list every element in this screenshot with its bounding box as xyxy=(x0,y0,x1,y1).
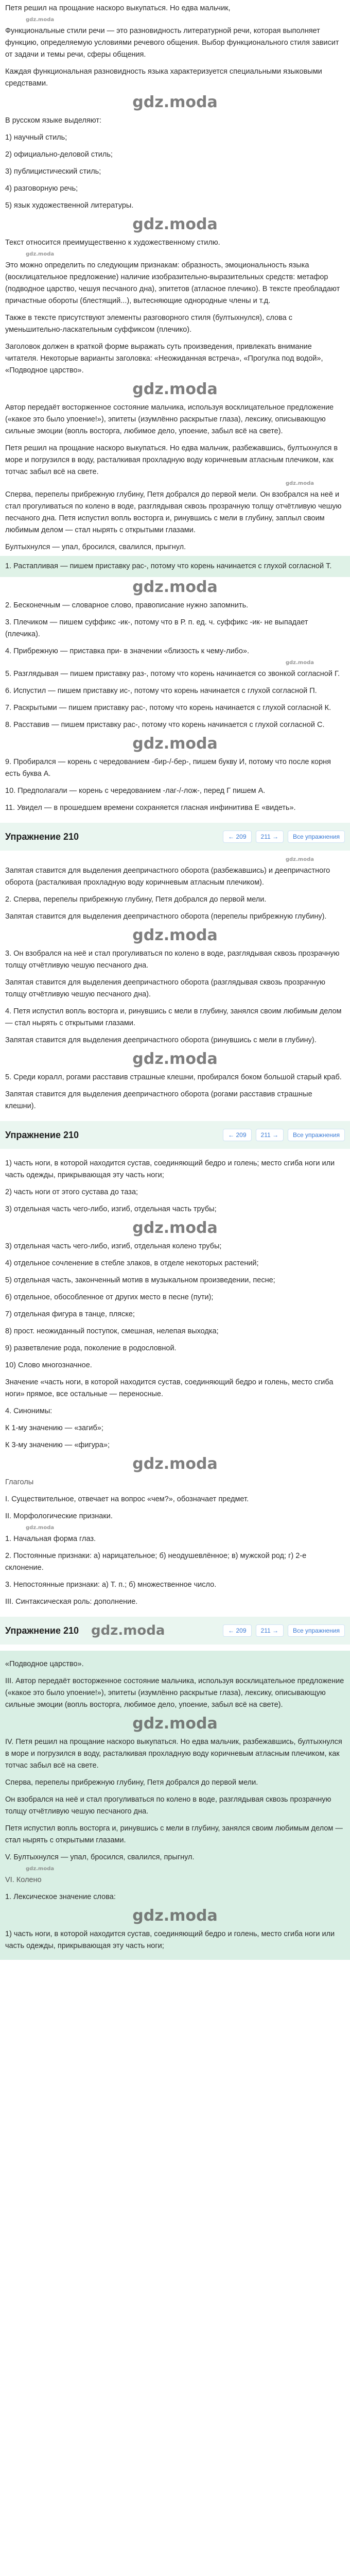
paragraph: III. Автор передаёт восторженное состояние мальчика, используя восклицательное предложение («какое это было упоение!»), эпитеты (изумлённо раскрытые глаза), лексику, описывающую сильные эмоции (вопль восторга, любимое дело, упоение, забыл всё на свете). xyxy=(5,1677,344,1709)
section-lexical xyxy=(5,1155,345,1611)
list-item: 9. Пробирался — корень с чередованием -бир-/-бер-, пишем букву И, потому что после корня есть буква А. xyxy=(5,758,331,778)
paragraph: 2. Постоянные признаки: а) нарицательное; б) неодушевлённое; в) мужской род; г) 2-е склонение. xyxy=(5,1552,307,1572)
list-item: 3) отдельная часть чего-либо, изгиб, отдельная часть трубы; xyxy=(5,1205,217,1213)
exercise-nav xyxy=(223,1129,345,1141)
paragraph: Также в тексте присутствуют элементы разговорного стиля (бултыхнулся), слова с уменьшительно-ласкательным суффиксом (плечико). xyxy=(5,314,293,334)
paragraph: Он взобрался на неё и стал прогуливаться по колено в воде, разглядывая сквозь прозрачную толщу отчётливую чешую песчаного дна. xyxy=(5,1795,331,1816)
watermark: gdz.moda xyxy=(132,578,218,596)
list-item: 4) отдельное сочленение в стебле злаков, в отделе некоторых растений; xyxy=(5,1259,259,1267)
list-item: 7. Раскрытыми — пишем приставку рас-, потому что корень начинается с глухой согласной К. xyxy=(5,704,331,712)
paragraph: 3. Он взобрался на неё и стал прогуливаться по колено в воде, разглядывая сквозь прозрачную толщу отчётливую чешую песчаного дна. xyxy=(5,950,340,970)
paragraph: 3. Непостоянные признаки: а) Т. п.; б) множественное число. xyxy=(5,1581,217,1589)
list-item: 3) публицистический стиль; xyxy=(5,167,101,176)
all-exercises-button[interactable]: Все упражнения xyxy=(288,1624,345,1637)
watermark: gdz.moda xyxy=(132,926,218,944)
list-item: 8) прост. неожиданный поступок, смешная, нелепая выходка; xyxy=(5,1327,219,1335)
paragraph: II. Морфологические признаки. xyxy=(5,1512,113,1520)
list-item: 1. Растапливая — пишем приставку рас-, потому что корень начинается с глухой согласной Т. xyxy=(5,562,332,570)
paragraph: Сперва, перепелы прибрежную глубину, Петя добрался до первой мели. xyxy=(5,1778,258,1787)
list-item: 3) отдельная часть чего-либо, изгиб, отдельная колено трубы; xyxy=(5,1242,222,1250)
paragraph: 2. Сперва, перепелы прибрежную глубину, Петя добрался до первой мели. xyxy=(5,895,267,904)
list-item: 2) официально-деловой стиль; xyxy=(5,150,113,159)
list-item: 10. Предполагали — корень с чередованием -лаг-/-лож-, перед Г пишем А. xyxy=(5,787,266,795)
watermark: gdz.moda xyxy=(132,93,218,111)
paragraph: III. Синтаксическая роль: дополнение. xyxy=(5,1598,138,1606)
paragraph: Текст относится преимущественно к художественному стилю. xyxy=(5,239,220,247)
paragraph: Запятая ставится для выделения деепричастного оборота (разбежавшись) и деепричастного оборота (расталкивая прохладную воду коричневым атласным плечиком). xyxy=(5,867,330,887)
paragraph: 5. Среди коралл, рогами расставив страшные клешни, пробирался боком большой старый краб. xyxy=(5,1073,342,1081)
paragraph: 4. Петя испустил вопль восторга и, ринувшись с мели в глубину, занялся своим любимым делом — стал нырять с открытыми глазами. xyxy=(5,1007,342,1027)
list-item: 6. Испустил — пишем приставку ис-, потому что корень начинается с глухой согласной П. xyxy=(5,687,317,695)
paragraph: Функциональные стили речи — это разновидность литературной речи, которая выполняет функцию, определяемую условиями речевого общения. Выбор функционального стиля зависит от задачи и темы речи, сферы общения. xyxy=(5,27,339,59)
watermark-small: gdz.moda xyxy=(285,857,314,862)
watermark: gdz.moda xyxy=(132,735,218,753)
paragraph: Каждая функциональная разновидность языка характеризуется специальными языковыми средствами. xyxy=(5,67,322,88)
section-punctuation xyxy=(5,857,345,1115)
paragraph: Бултыхнулся — упал, бросился, свалился, прыгнул. xyxy=(5,543,186,551)
paragraph: К 3-му значению — «фигура»; xyxy=(5,1441,110,1449)
watermark-small: gdz.moda xyxy=(26,1525,55,1531)
all-exercises-button[interactable]: Все упражнения xyxy=(288,1129,345,1141)
watermark: gdz.moda xyxy=(132,380,218,398)
paragraph: Сперва, перепелы прибрежную глубину, Петя добрался до первой мели. Он взобрался на неё и стал прогуливаться по колено в воде, разглядывая сквозь прозрачную толщу отчётливую чешую песчаного дна. Петя испустил вопль восторга и, ринувшись с мели в глубину, заплыл своим любимым делом — стал нырять с открытыми глазами. xyxy=(5,490,342,534)
list-item: 2. Бесконечным — словарное слово, правописание нужно запомнить. xyxy=(5,601,249,609)
paragraph: К 1-му значению — «загиб»; xyxy=(5,1424,103,1432)
watermark: gdz.moda xyxy=(91,1623,165,1638)
list-item: 1) часть ноги, в которой находится сустав, соединяющий бедро и голень; место сгиба ноги или часть одежды, прикрывающая эту часть ноги; xyxy=(5,1159,335,1179)
paragraph: 4. Синонимы: xyxy=(5,1407,52,1415)
list-item: 11. Увидел — в прошедшем времени сохраняется гласная инфинитива Е «видеть». xyxy=(5,804,296,812)
next-exercise-button[interactable]: 211 → xyxy=(256,1624,284,1637)
paragraph: Это можно определить по следующим признакам: образность, эмоциональность языка (восклицательное предложение) наличие изобразительно-выразительных средств: метафор (подводное царство, чешуя песчаного дна), эпитетов (атласное плечико). В тексте преобладают причастные обороты (блестящий...), вытесняющие однородные члены и т.д. xyxy=(5,261,340,305)
exercise-header xyxy=(0,1617,350,1645)
paragraph: Значение «часть ноги, в которой находится сустав, соединяющий бедро и голень, место сгиба ноги» прямое, все остальные — переносные. xyxy=(5,1378,334,1398)
watermark-small: gdz.moda xyxy=(26,251,55,257)
next-exercise-button[interactable]: 211 → xyxy=(256,831,284,843)
exercise-nav xyxy=(223,831,345,843)
list-item: 10) Слово многозначное. xyxy=(5,1361,92,1369)
prev-exercise-button[interactable]: ← 209 xyxy=(223,831,251,843)
paragraph: Запятая ставится для выделения деепричастного оборота (перепелы прибрежную глубину). xyxy=(5,912,327,921)
watermark-small: gdz.moda xyxy=(26,1866,55,1872)
paragraph: Запятая ставится для выделения деепричастного оборота (разглядывая сквозь прозрачную толщу отчётливую чешую песчаного дна). xyxy=(5,978,326,998)
paragraph: В русском языке выделяют: xyxy=(5,116,101,125)
paragraph: Автор передаёт восторженное состояние мальчика, используя восклицательное предложение («какое это было упоение!»), эпитеты (изумлённо раскрытые глаза), лексику, описывающую сильные эмоции (вопль восторга, любимое дело, упоение, забыл всё на свете). xyxy=(5,403,334,435)
exercise-title: Упражнение 210 xyxy=(5,831,79,842)
list-item: 5) отдельная часть, законченный мотив в музыкальном произведении, песне; xyxy=(5,1276,275,1284)
paragraph: 1. Лексическое значение слова: xyxy=(5,1893,116,1901)
exercise-header xyxy=(0,823,350,851)
exercise-title: Упражнение 210 xyxy=(5,1129,79,1140)
paragraph: 1. Начальная форма глаз. xyxy=(5,1535,96,1543)
subheading: Глаголы xyxy=(5,1478,34,1486)
watermark-small: gdz.moda xyxy=(26,17,55,23)
section-spelling xyxy=(0,556,350,577)
list-item: 6) отдельное, обособленное от других место в песне (пути); xyxy=(5,1293,214,1301)
paragraph: 1) часть ноги, в которой находится сустав, соединяющий бедро и голень, место сгиба ноги или часть одежды, прикрывающая эту часть ноги; xyxy=(5,1930,335,1950)
watermark: gdz.moda xyxy=(132,1715,218,1733)
section-spelling-list xyxy=(5,577,345,817)
list-item: 5. Разглядывая — пишем приставку раз-, потому что корень начинается со звонкой согласной Г. xyxy=(5,670,340,678)
section-analysis xyxy=(5,0,345,556)
paragraph: IV. Петя решил на прощание наскоро выкупаться. Но едва мальчик, разбежавшись, бултыхнулся в море и погрузился в воду, расталкивая прохладную воду коричневым атласным плечиком, как тотчас забыл всё на свете. xyxy=(5,1738,342,1770)
list-item: 3. Плечиком — пишем суффикс -ик-, потому что в Р. п. ед. ч. суффикс -ик- не выпадает (плечика). xyxy=(5,618,308,638)
watermark: gdz.moda xyxy=(132,1455,218,1473)
exercise-nav xyxy=(223,1624,345,1637)
watermark: gdz.moda xyxy=(132,1050,218,1068)
subheading: VI. Колено xyxy=(5,1876,42,1884)
paragraph: Заголовок должен в краткой форме выражать суть произведения, привлекать внимание читателя. Некоторые варианты заголовка: «Неожиданная встреча», «Прогулка под водой», «Подводное царство». xyxy=(5,343,323,375)
list-item: 7) отдельная фигура в танце, пляске; xyxy=(5,1310,135,1318)
paragraph: Петя решил на прощание наскоро выкупаться. Но едва мальчик, xyxy=(5,4,231,12)
section-summary xyxy=(0,1651,350,1960)
next-exercise-button[interactable]: 211 → xyxy=(256,1129,284,1141)
watermark-small: gdz.moda xyxy=(285,660,314,666)
exercise-header xyxy=(0,1121,350,1149)
paragraph: Запятая ставится для выделения деепричастного оборота (ринувшись с мели в глубину). xyxy=(5,1036,317,1044)
paragraph: «Подводное царство». xyxy=(5,1660,84,1668)
list-item: 4. Прибрежную — приставка при- в значении «близость к чему-либо». xyxy=(5,647,250,655)
all-exercises-button[interactable]: Все упражнения xyxy=(288,831,345,843)
paragraph: Петя решил на прощание наскоро выкупаться. Но едва мальчик, разбежавшись, бултыхнулся в море и погрузился в воду, расталкивая прохладную воду коричневым атласным плечиком, как тотчас забыл всё на свете. xyxy=(5,444,338,476)
watermark-small: gdz.moda xyxy=(285,481,314,486)
list-item: 8. Расставив — пишем приставку рас-, потому что корень начинается с глухой согласной С. xyxy=(5,721,325,729)
prev-exercise-button[interactable]: ← 209 xyxy=(223,1129,251,1141)
list-item: 1) научный стиль; xyxy=(5,133,67,142)
list-item: 2) часть ноги от этого сустава до таза; xyxy=(5,1188,138,1196)
paragraph: Запятая ставится для выделения деепричастного оборота (рогами расставив страшные клешни). xyxy=(5,1090,312,1110)
paragraph: I. Существительное, отвечает на вопрос «чем?», обозначает предмет. xyxy=(5,1495,249,1503)
paragraph: Петя испустил вопль восторга и, ринувшись с мели в глубину, занялся своим любимым делом — стал нырять с открытыми глазами. xyxy=(5,1824,343,1844)
watermark: gdz.moda xyxy=(132,1219,218,1237)
prev-exercise-button[interactable]: ← 209 xyxy=(223,1624,251,1637)
list-item: 4) разговорную речь; xyxy=(5,184,78,193)
list-item: 9) разветвление рода, поколение в родословной. xyxy=(5,1344,177,1352)
watermark: gdz.moda xyxy=(132,1907,218,1925)
list-item: 5) язык художественной литературы. xyxy=(5,201,134,210)
paragraph: V. Бултыхнулся — упал, бросился, свалился, прыгнул. xyxy=(5,1853,195,1861)
exercise-title: Упражнение 210 xyxy=(5,1625,79,1636)
watermark: gdz.moda xyxy=(132,215,218,233)
